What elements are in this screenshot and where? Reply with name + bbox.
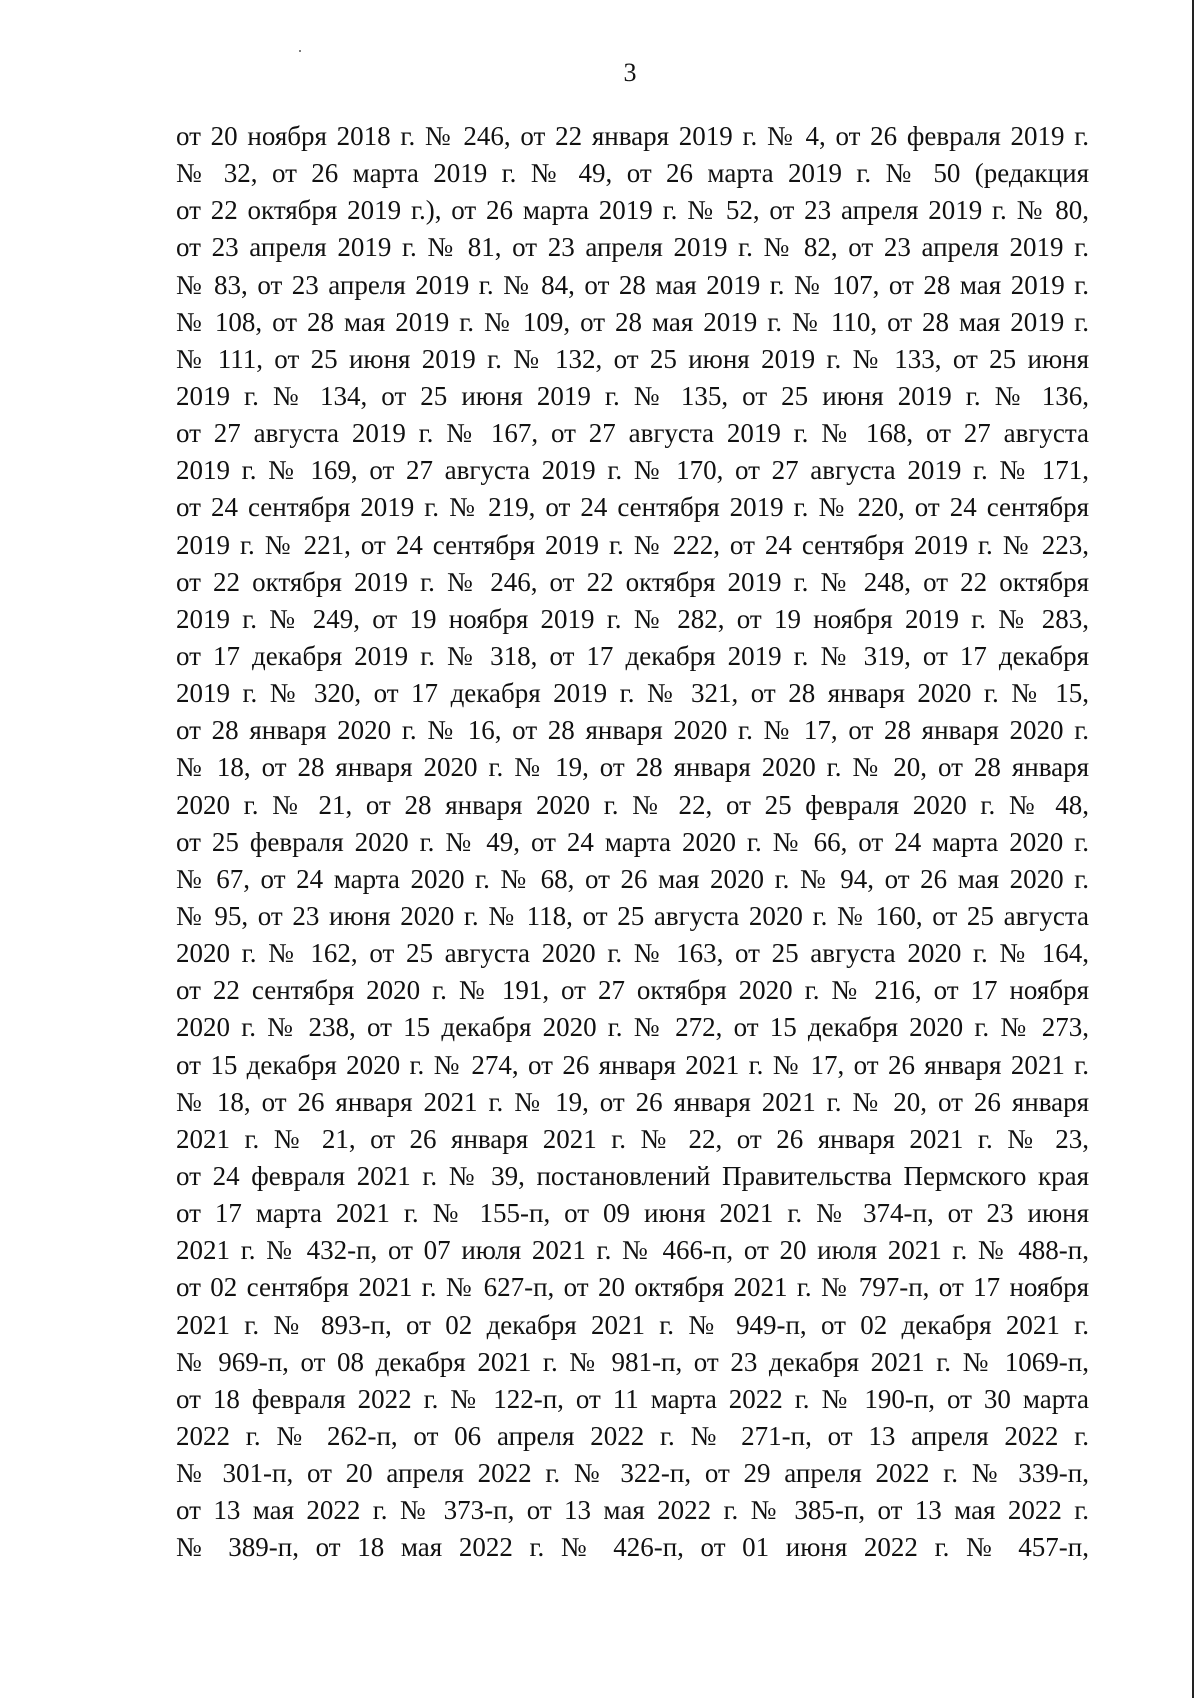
text-line: от 17 декабря 2019 г. № 318, от 17 декабря 2019 г. № 319, от 17 декабря [176, 640, 1089, 671]
text-line: 2019 г. № 134, от 25 июня 2019 г. № 135, от 25 июня 2019 г. № 136, [176, 380, 1089, 411]
text-line: от 23 апреля 2019 г. № 81, от 23 апреля 2019 г. № 82, от 23 апреля 2019 г. [176, 232, 1089, 263]
page-number: 3 [623, 58, 637, 87]
text-line: № 83, от 23 апреля 2019 г. № 84, от 28 мая 2019 г. № 107, от 28 мая 2019 г. [176, 269, 1089, 300]
text-line: от 13 мая 2022 г. № 373-п, от 13 мая 2022 г. № 385-п, от 13 мая 2022 г. [176, 1495, 1089, 1526]
text-line: 2020 г. № 162, от 25 августа 2020 г. № 163, от 25 августа 2020 г. № 164, [176, 938, 1089, 969]
text-line: 2020 г. № 238, от 15 декабря 2020 г. № 272, от 15 декабря 2020 г. № 273, [176, 1012, 1089, 1043]
text-line: № 18, от 26 января 2021 г. № 19, от 26 января 2021 г. № 20, от 26 января [176, 1086, 1089, 1117]
text-line: 2019 г. № 169, от 27 августа 2019 г. № 170, от 27 августа 2019 г. № 171, [176, 455, 1089, 486]
text-line: от 15 декабря 2020 г. № 274, от 26 января 2021 г. № 17, от 26 января 2021 г. [176, 1049, 1089, 1080]
text-line: от 17 марта 2021 г. № 155-п, от 09 июня 2021 г. № 374-п, от 23 июня [176, 1198, 1089, 1229]
text-line: № 18, от 28 января 2020 г. № 19, от 28 января 2020 г. № 20, от 28 января [176, 752, 1089, 783]
text-line: № 301-п, от 20 апреля 2022 г. № 322-п, от 29 апреля 2022 г. № 339-п, [176, 1458, 1089, 1489]
text-line: 2021 г. № 432-п, от 07 июля 2021 г. № 466-п, от 20 июля 2021 г. № 488-п, [176, 1235, 1089, 1266]
text-line: от 25 февраля 2020 г. № 49, от 24 марта 2020 г. № 66, от 24 марта 2020 г. [176, 826, 1089, 857]
text-line: 2019 г. № 320, от 17 декабря 2019 г. № 321, от 28 января 2020 г. № 15, [176, 678, 1089, 709]
text-line: от 24 февраля 2021 г. № 39, постановлений Правительства Пермского края [176, 1160, 1089, 1191]
text-line: от 24 сентября 2019 г. № 219, от 24 сентября 2019 г. № 220, от 24 сентября [176, 492, 1089, 523]
text-line: № 108, от 28 мая 2019 г. № 109, от 28 мая 2019 г. № 110, от 28 мая 2019 г. [176, 306, 1089, 337]
text-line: 2021 г. № 893-п, от 02 декабря 2021 г. № 949-п, от 02 декабря 2021 г. [176, 1309, 1089, 1340]
text-line: от 20 ноября 2018 г. № 246, от 22 января 2019 г. № 4, от 26 февраля 2019 г. [176, 121, 1089, 151]
text-line: 2019 г. № 249, от 19 ноября 2019 г. № 282, от 19 ноября 2019 г. № 283, [176, 603, 1089, 634]
text-line: от 22 октября 2019 г.), от 26 марта 2019 г. № 52, от 23 апреля 2019 г. № 80, [176, 195, 1089, 226]
text-line: № 389-п, от 18 мая 2022 г. № 426-п, от 01 июня 2022 г. № 457-п, [176, 1532, 1089, 1563]
text-line: № 111, от 25 июня 2019 г. № 132, от 25 июня 2019 г. № 133, от 25 июня [176, 343, 1089, 374]
page-edge-line [1192, 0, 1194, 1698]
text-line: № 67, от 24 марта 2020 г. № 68, от 26 мая 2020 г. № 94, от 26 мая 2020 г. [176, 863, 1089, 894]
text-line: от 27 августа 2019 г. № 167, от 27 августа 2019 г. № 168, от 27 августа [176, 418, 1089, 449]
text-line: № 32, от 26 марта 2019 г. № 49, от 26 марта 2019 г. № 50 (редакция [176, 158, 1089, 189]
text-line: № 969-п, от 08 декабря 2021 г. № 981-п, от 23 декабря 2021 г. № 1069-п, [176, 1346, 1089, 1377]
text-line: 2022 г. № 262-п, от 06 апреля 2022 г. № 271-п, от 13 апреля 2022 г. [176, 1420, 1089, 1451]
body-text [176, 118, 1089, 1566]
text-line: № 95, от 23 июня 2020 г. № 118, от 25 августа 2020 г. № 160, от 25 августа [176, 900, 1089, 931]
text-line: 2020 г. № 21, от 28 января 2020 г. № 22, от 25 февраля 2020 г. № 48, [176, 789, 1089, 820]
text-line: от 22 октября 2019 г. № 246, от 22 октября 2019 г. № 248, от 22 октября [176, 566, 1089, 597]
text-line: от 18 февраля 2022 г. № 122-п, от 11 марта 2022 г. № 190-п, от 30 марта [176, 1383, 1089, 1414]
scan-speck [299, 50, 301, 52]
text-line: 2019 г. № 221, от 24 сентября 2019 г. № 222, от 24 сентября 2019 г. № 223, [176, 529, 1089, 560]
text-line: от 02 сентября 2021 г. № 627-п, от 20 октября 2021 г. № 797-п, от 17 ноября [176, 1272, 1089, 1303]
text-line: 2021 г. № 21, от 26 января 2021 г. № 22, от 26 января 2021 г. № 23, [176, 1123, 1089, 1154]
text-line: от 22 сентября 2020 г. № 191, от 27 октября 2020 г. № 216, от 17 ноября [176, 975, 1089, 1006]
text-line: от 28 января 2020 г. № 16, от 28 января 2020 г. № 17, от 28 января 2020 г. [176, 715, 1089, 746]
